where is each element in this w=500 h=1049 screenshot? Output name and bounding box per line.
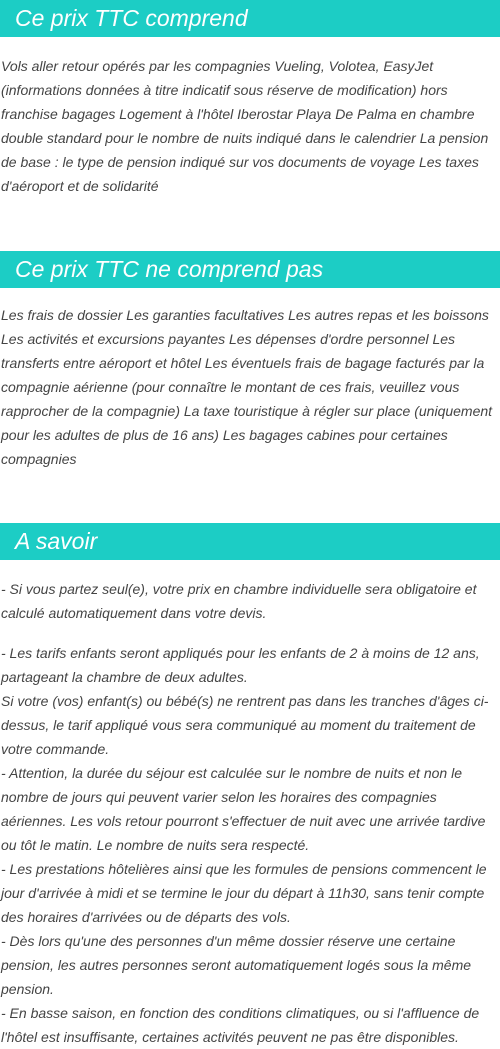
section-title-price-includes: Ce prix TTC comprend [0, 0, 500, 37]
section-title-good-to-know: A savoir [0, 523, 500, 560]
section-title-price-excludes: Ce prix TTC ne comprend pas [0, 251, 500, 288]
section-price-includes [0, 0, 500, 198]
section-good-to-know [0, 523, 500, 1049]
price-includes-text: Vols aller retour opérés par les compagnies Vueling, Volotea, EasyJet (informations données à titre indicatif sous réserve de modification) hors franchise bagages Logement à l'hôtel Iberostar Playa De Palma en chambre double standard pour le nombre de nuits indiqué dans le calendrier La pension de base : le type de pension indiqué sur vos documents de voyage Les taxes d'aéroport et de solidarité [1, 58, 489, 194]
good-to-know-text-details: - Les tarifs enfants seront appliqués pour les enfants de 2 à moins de 12 ans, partageant la chambre de deux adultes. Si votre (vos) enfant(s) ou bébé(s) ne rentrent pas dans les tranches d'âges ci-dessus, le tarif appliqué vous sera communiqué au moment du traitement de votre commande. - Attention, la durée du séjour est calculée sur le nombre de nuits et non le nombre de jours qui peuvent varier selon les horaires des compagnies aériennes. Les vols retour pourront s'effectuer de nuit avec une arrivée tardive ou tôt le matin. Le nombre de nuits sera respecté. - Les prestations hôtelières ainsi que les formules de pensions commencent le jour d'arrivée à midi et se termine le jour du départ à 11h30, sans tenir compte des horaires d'arrivées ou de départs des vols. - Dès lors qu'une des personnes d'un même dossier réserve une certaine pension, les autres personnes seront automatiquement logés sous la même pension. - En basse saison, en fonction des conditions climatiques, ou si l'affluence de l'hôtel est insuffisante, certaines activités peuvent ne pas être disponibles. [1, 645, 489, 1045]
section-price-excludes [0, 251, 500, 471]
price-excludes-text: Les frais de dossier Les garanties facultatives Les autres repas et les boissons Les activités et excursions payantes Les dépenses d'ordre personnel Les transferts entre aéroport et hôtel Les éventuels frais de bagage facturés par la compagnie aérienne (pour connaître le montant de ces frais, veuillez vous rapprocher de la compagnie) La taxe touristique à régler sur place (uniquement pour les adultes de plus de 16 ans) Les bagages cabines pour certaines compagnies [1, 307, 493, 467]
good-to-know-text-single-traveler: - Si vous partez seul(e), votre prix en chambre individuelle sera obligatoire et calculé automatiquement dans votre devis. [1, 581, 477, 621]
